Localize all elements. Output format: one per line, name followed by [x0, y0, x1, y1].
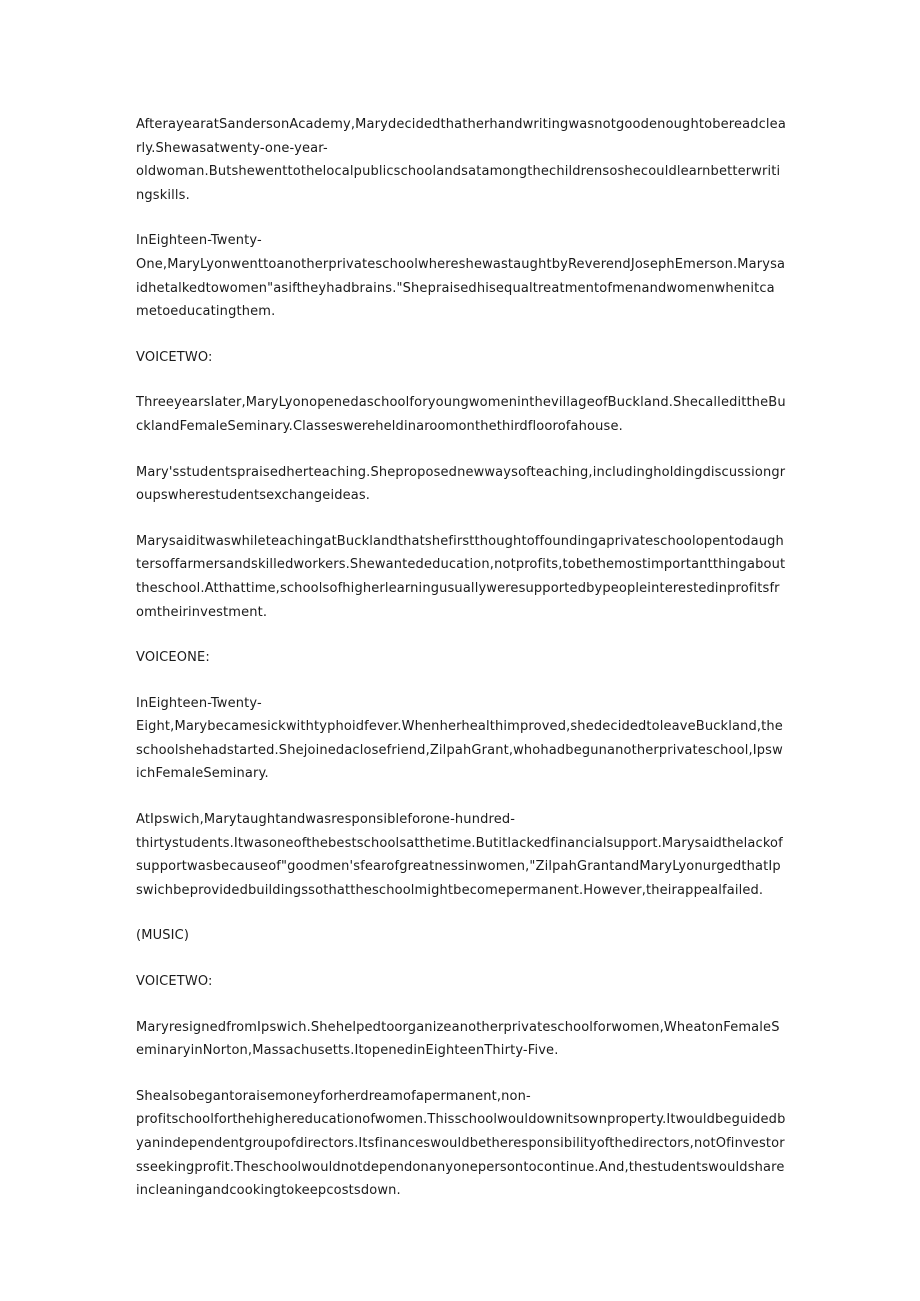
speaker-label-voice-two: VOICETWO:	[136, 349, 213, 365]
paragraph-sanderson-academy: AfterayearatSandersonAcademy,Marydecidedthatherhandwritingwasnotgoodenoughtobereadclearly.Shewasatwenty-one-year- oldwoman.Butshewenttothelocalpublicschoolandsatamongthechildrensoshecouldlearnbetterwritingskills.	[136, 117, 786, 203]
speaker-label-voice-one: VOICEONE:	[136, 650, 210, 666]
paragraph-joseph-emerson: InEighteen-Twenty- One,MaryLyonwenttoanotherprivateschoolwhereshewastaughtbyReverendJosephEmerson.Marysaidhetalkedtowomen"asiftheyhadbrains."Shepraisedhisequaltreatmentofmenandwomenwhenitcametoeducatingthem.	[136, 233, 786, 320]
music-cue: (MUSIC)	[136, 928, 190, 944]
paragraph-wheaton-seminary: MaryresignedfromIpswich.Shehelpedtoorganizeanotherprivateschoolforwomen,WheatonFemaleSeminaryinNorton,Massachusetts.ItopenedinEighteenThirty-Five.	[136, 1019, 780, 1059]
paragraph-typhoid-fever: InEighteen-Twenty- Eight,Marybecamesickwithtyphoidfever.Whenherhealthimproved,shedecidedtoleaveBuckland,theschoolshehadstarted.Shejoinedaclosefriend,ZilpahGrant,whohadbegunanotherprivateschool,IpswichFemaleSeminary.	[136, 695, 783, 782]
paragraph-founding-idea: MarysaiditwaswhileteachingatBucklandthatshefirstthoughtoffoundingaprivateschoolopentodaughtersoffarmersandskilledworkers.Shewantededucation,notprofits,tobethemostimportantthingabouttheschool.Atthattime,schoolsofhigherlearningusuallyweresupportedbypeopleinterestedinprofitsfromtheirinvestment.	[136, 533, 786, 620]
speaker-label-voice-two-second: VOICETWO:	[136, 974, 213, 990]
paragraph-ipswich: AtIpswich,Marytaughtandwasresponsibleforone-hundred- thirtystudents.Itwasoneofthebestschoolsatthetime.Butitlackedfinancialsupport.Marysaidthelackofsupportwasbecauseof"goodmen'sfearofgreatnessinwomen,"ZilpahGrantandMaryLyonurgedthatIpswichbeprovidedbuildingssothattheschoolmightbecomepermanent.However,theirappealfailed.	[136, 812, 783, 898]
paragraph-permanent-school: Shealsobegantoraisemoneyforherdreamofapermanent,non- profitschoolforthehighereducationofwomen.Thisschoolwouldownitsownproperty.Itwouldbeguidedbyanindependentgroupofdirectors.Itsfinanceswouldbetheresponsibilityofthedirectors,notOfinvestorsseekingprofit.Theschoolwouldnotdependonanyonepersontocontinue.And,thestudentswouldshareincleaningandcookingtokeepcostsdown.	[136, 1088, 786, 1199]
paragraph-buckland-seminary: ThreeyearsIater,MaryLyonopenedaschoolforyoungwomeninthevillageofBuckland.ShecalledittheBucklandFemaleSeminary.Classeswereheldinaroomonthethirdfloorofahouse.	[136, 395, 786, 434]
paragraph-teaching-methods: Mary'sstudentspraisedherteaching.Sheproposednewwaysofteaching,includingholdingdiscussiongroupswherestudentsexchangeideas.	[136, 464, 786, 504]
document-page	[136, 113, 786, 1225]
